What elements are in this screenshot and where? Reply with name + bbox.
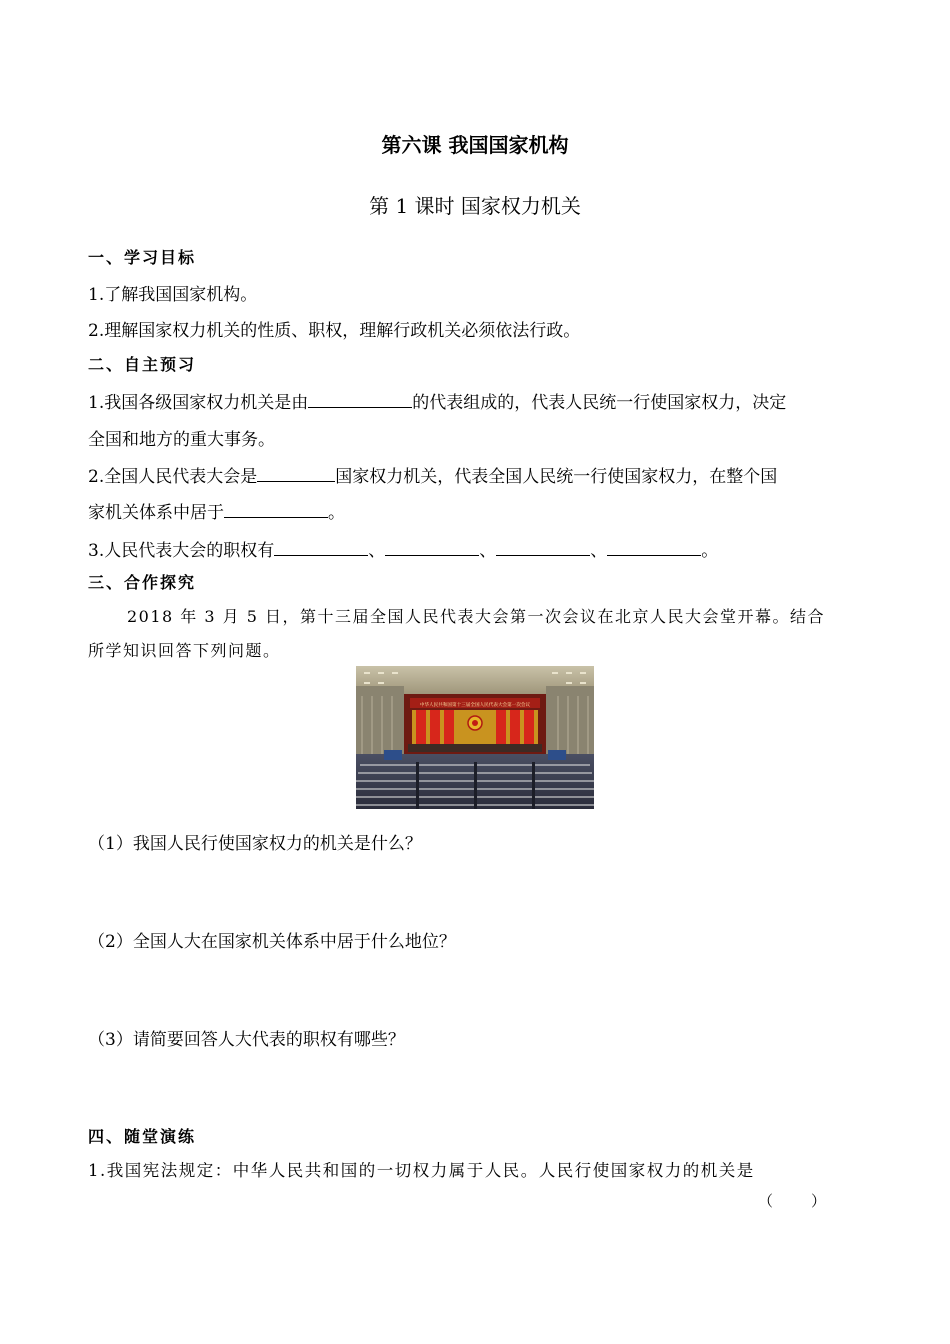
explore-intro-cont: 所学知识回答下列问题。 <box>88 641 281 660</box>
separator: 、 <box>479 541 497 561</box>
answer-blank[interactable] <box>385 539 479 556</box>
section-heading-preview: 二、自主预习 <box>88 355 197 374</box>
preview-question-2-cont <box>88 498 345 523</box>
answer-blank[interactable] <box>308 391 412 408</box>
explore-intro: 2018 年 3 月 5 日，第十三届全国人民代表大会第一次会议在北京人民大会堂开幕。结合 <box>127 607 826 626</box>
question-text: 3.人民代表大会的职权有 <box>88 541 275 561</box>
question-continuation: 全国和地方的重大事务。 <box>88 430 275 450</box>
section-heading-explore: 三、合作探究 <box>88 573 197 592</box>
punctuation: 。 <box>701 541 719 561</box>
separator: 、 <box>368 541 386 561</box>
explore-question: （1）我国人民行使国家权力的机关是什么？ <box>88 834 422 854</box>
answer-blank[interactable] <box>224 501 328 518</box>
stage-banner-text: 中华人民共和国第十三届全国人民代表大会第一次会议 <box>419 703 531 708</box>
section-heading-practice: 四、随堂演练 <box>88 1127 197 1146</box>
answer-bracket[interactable]: （） <box>758 1192 865 1210</box>
great-hall-photo <box>356 666 594 809</box>
question-text: 家机关体系中居于 <box>88 503 224 523</box>
practice-question-1: 1.我国宪法规定：中华人民共和国的一切权力属于人民。人民行使国家权力的机关是 <box>88 1161 755 1180</box>
explore-question: （3）请简要回答人大代表的职权有哪些？ <box>88 1030 405 1050</box>
auditorium-illustration <box>356 666 594 809</box>
preview-question-2 <box>88 462 777 487</box>
goal-item: 1.了解我国国家机构。 <box>88 285 258 305</box>
answer-blank[interactable] <box>257 465 335 482</box>
explore-question: （2）全国人大在国家机关体系中居于什么地位？ <box>88 932 456 952</box>
punctuation: 。 <box>328 503 345 523</box>
answer-blank[interactable] <box>496 539 590 556</box>
answer-blank[interactable] <box>607 539 701 556</box>
lesson-subtitle: 第 1 课时 国家权力机关 <box>369 194 581 218</box>
separator: 、 <box>590 541 608 561</box>
preview-question-1 <box>88 388 786 413</box>
question-text: 1.我国各级国家权力机关是由 <box>88 393 309 413</box>
question-text: 2.全国人民代表大会是 <box>88 467 258 487</box>
lesson-title: 第六课 我国国家机构 <box>381 133 569 157</box>
answer-blank[interactable] <box>274 539 368 556</box>
question-text: 的代表组成的，代表人民统一行使国家权力，决定 <box>412 393 787 413</box>
preview-question-3 <box>88 536 718 561</box>
goal-item: 2.理解国家权力机关的性质、职权，理解行政机关必须依法行政。 <box>88 321 581 341</box>
section-heading-goals: 一、学习目标 <box>88 248 197 267</box>
question-text: 国家权力机关，代表全国人民统一行使国家权力，在整个国 <box>335 467 778 487</box>
